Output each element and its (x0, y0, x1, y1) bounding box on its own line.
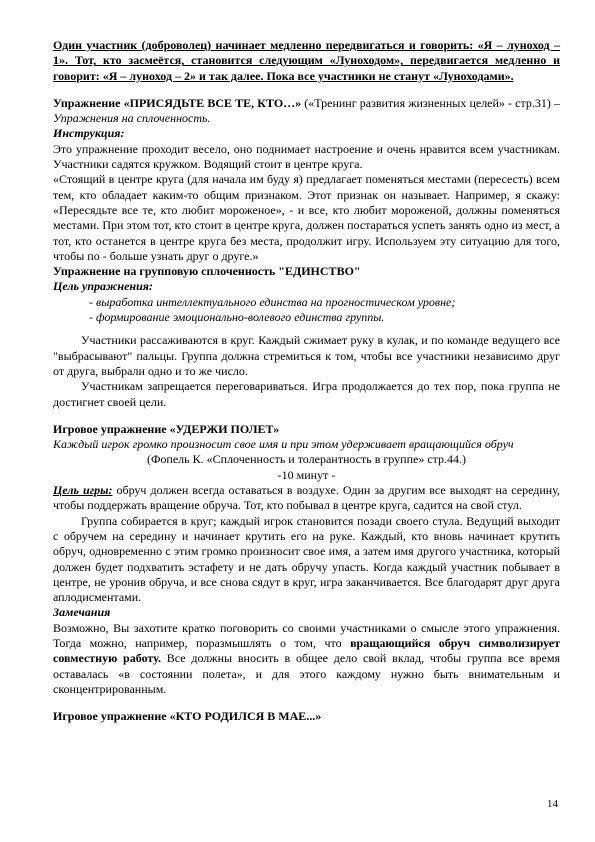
exercise-heading (53, 96, 560, 127)
notes-text: Возможно, Вы захотите кратко поговорить со своими участниками о смысле этого упражнения. Тогда можно, например, поразмышлять о том, что (53, 620, 560, 650)
notes-label: Замечания (53, 605, 111, 620)
notes-paragraph (53, 621, 560, 697)
exercise-title: Игровое упражнение «УДЕРЖИ ПОЛЕТ» (53, 421, 280, 436)
exercise-title: Упражнение на групповую сплоченность "ЕДИНСТВО" (53, 264, 361, 279)
notes-text: Все должны вносить в общее дело свой вклад, чтобы группа все время оставалась «в состоянии полета», и для этого каждому нужно быть внимательным и сконцентрированным. (53, 651, 560, 696)
goal-item: - формирование эмоционально-волевого единства группы. (89, 310, 385, 325)
document-page (53, 38, 560, 724)
goal-label: Цель упражнения: (53, 279, 153, 294)
notes-highlight: вращающийся обруч символизирует совместную работу. (53, 635, 561, 666)
exercise-title: Упражнение «ПРИСЯДЬТЕ ВСЕ ТЕ, КТО…» (53, 95, 302, 110)
goal-item: - выработка интеллектуального единства на прогностическом уровне; (89, 294, 456, 309)
exercise-purpose: Упражнения на сплоченность. (53, 111, 211, 126)
instruction-label: Инструкция: (53, 126, 125, 141)
goal-text: обруч должен всегда оставаться в воздухе. Один за другим все выходят на середину, чтобы поддержать вращение обруча. Тот, кто побывал в центре круга, садится на свой стул. (53, 483, 560, 513)
exercise-duration: -10 минут - (277, 467, 336, 482)
exercise-title: Игровое упражнение «КТО РОДИЛСЯ В МАЕ...» (53, 709, 322, 724)
exercise-subtitle: Каждый игрок громко произносит свое имя и при этом удерживает вращающийся обруч (53, 437, 514, 452)
body-paragraph: Участникам запрещается переговариваться. Игра продолжается до тех пор, пока группа не достигнет своей цели. (53, 379, 560, 409)
goal-paragraph (53, 483, 560, 514)
goal-label: Цель игры: (53, 483, 113, 498)
exercise-source: (Фопель К. «Сплоченность и толерантность в группе» стр.44.) (146, 452, 467, 467)
body-paragraph: Участники рассаживаются в круг. Каждый сжимает руку в кулак, и по команде ведущего все "выбрасывают" пальцы. Группа должна стремиться к том, чтобы все участники независимо друг от друга, выбрали одно и то же число. (53, 333, 560, 378)
exercise-source: («Тренинг развития жизненных целей» - стр.31) – (301, 95, 560, 110)
instruction-paragraph: Это упражнение проходит весело, оно поднимает настроение и очень нравится всем участникам. Участники садятся кружком. Водящий стоит в центре круга. (53, 141, 560, 172)
page-number: 14 (547, 798, 558, 810)
intro-paragraph: Один участник (доброволец) начинает медленно передвигаться и говорить: «Я – луноход – 1». Тот, кто засмеётся, становится следующим «Луноходом», передвигается медленно и говорит: «Я – луноход – 2» и так далее. Пока все участники не станут «Луноходами». (53, 38, 560, 83)
body-paragraph: Группа собирается в круг; каждый игрок становится позади своего стула. Ведущий выходит с обручем на середину и начинает крутить его на руке. Каждый, кто вновь начинает крутить обруч, одновременно с этим громко произносит свое имя, а затем имя другого участника, который должен будет подхватить эстафету и не дать обручу упасть. Когда каждый участник побывает в центре, не уронив обруча, и все снова сядут в круг, игра заканчивается. Все благодарят друг друга аплодисментами. (53, 513, 560, 605)
instruction-paragraph: «Стоящий в центре круга (для начала им буду я) предлагает поменяться местами (пересесть) всем тем, кто обладает каким-то общим признаком. Этот признак он называет. Например, я скажу: «Пересядьте все те, кто любит мороженое», - и все, кто любит мороженой, должны поменяться местами. При этом тот, кто стоит в центре круга, должен постараться успеть занять одно из мест, а тот, кто останется в центре круга без места, продолжит игру. Используем эту ситуацию для того, чтобы по - больше узнать друг о друге.» (53, 172, 560, 263)
